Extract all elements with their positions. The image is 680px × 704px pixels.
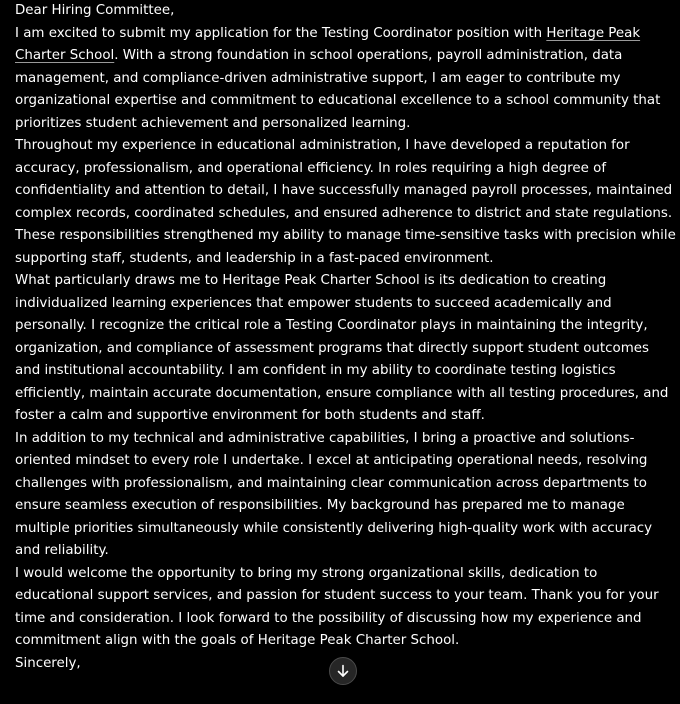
cover-letter	[15, 0, 677, 675]
school-link[interactable]: Heritage Peak Charter School	[15, 25, 641, 63]
paragraph-1-intro: I am excited to submit my application for the Testing Coordinator position with	[15, 25, 547, 41]
letter-paragraph-4: In addition to my technical and administrative capabilities, I bring a proactive and solutions-oriented mindset to every role I undertake. I excel at anticipating operational needs, resolving challenges with professionalism, and maintaining clear communication across departments to ensure seamless execution of responsibilities. My background has prepared me to manage multiple priorities simultaneously while consistently delivering high-quality work with accuracy and reliability.	[15, 430, 653, 558]
arrow-down-icon	[336, 664, 350, 678]
letter-greeting: Dear Hiring Committee,	[15, 3, 175, 18]
letter-paragraph-5: I would welcome the opportunity to bring my strong organizational skills, dedication to educational support services, and passion for student success to your team. Thank you for your time and consideration. I look forward to the possibility of discussing how my experience and commitment align with the goals of Heritage Peak Charter School.	[15, 565, 659, 648]
letter-paragraph-1	[15, 23, 677, 136]
paragraph-1-rest: . With a strong foundation in school operations, payroll administration, data management, and compliance-driven administrative support, I am eager to contribute my organizational expertise and commitment to educational excellence to a school community that prioritizes student achievement and personalized learning.	[15, 48, 661, 131]
letter-paragraph-3: What particularly draws me to Heritage Peak Charter School is its dedication to creating individualized learning experiences that empower students to succeed academically and personally. I recognize the critical role a Testing Coordinator plays in maintaining the integrity, organization, and compliance of assessment programs that directly support student outcomes and institutional accountability. I am confident in my ability to coordinate testing logistics efficiently, maintain accurate documentation, ensure compliance with all testing procedures, and foster a calm and supportive environment for both students and staff.	[15, 273, 669, 423]
scroll-to-bottom-button[interactable]	[329, 657, 357, 685]
letter-closing: Sincerely,	[15, 655, 81, 671]
letter-paragraph-2: Throughout my experience in educational administration, I have developed a reputation for accuracy, professionalism, and operational efficiency. In roles requiring a high degree of confidentiality and attention to detail, I have successfully managed payroll processes, maintained complex records, coordinated schedules, and ensured adherence to district and state regulations. These responsibilities strengthened my ability to manage time-sensitive tasks with precision while supporting staff, students, and leadership in a fast-paced environment.	[15, 138, 676, 266]
